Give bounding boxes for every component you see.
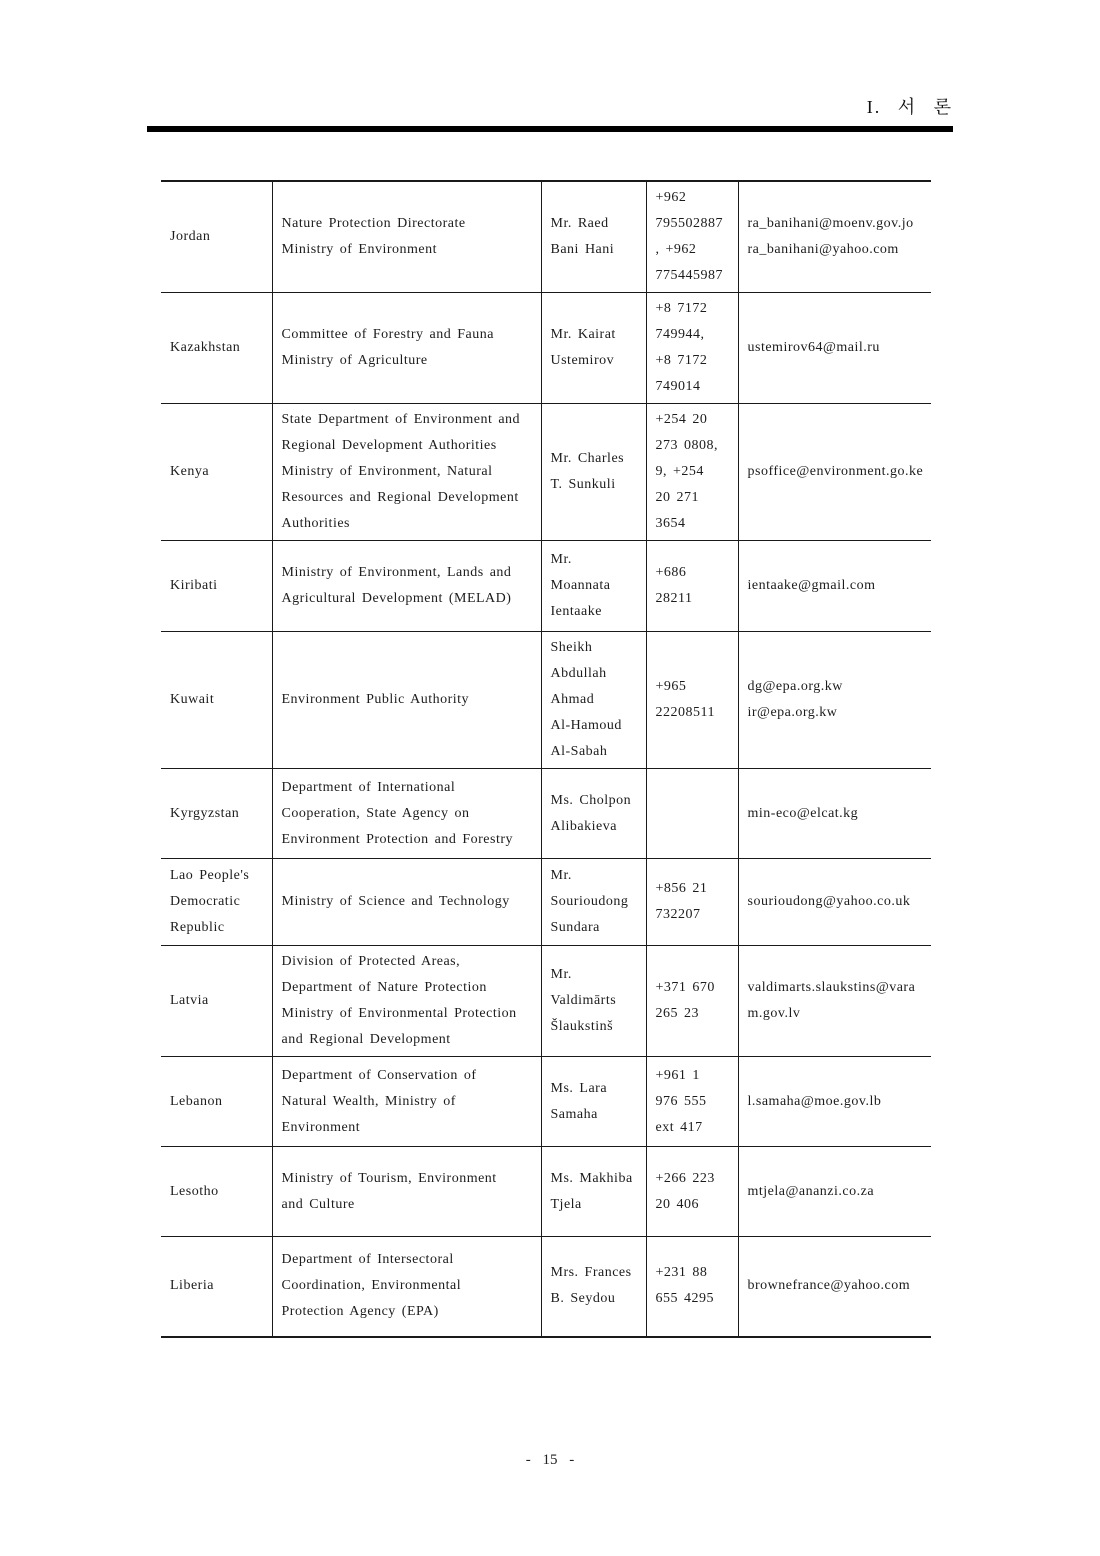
cell-contact — [541, 293, 646, 404]
cell-country — [161, 1237, 272, 1337]
cell-line: Republic — [170, 920, 225, 935]
cell-line: Ustemirov — [550, 353, 615, 368]
table-row — [161, 859, 931, 946]
cell-line: Al-Hamoud — [550, 718, 622, 733]
cell-line: +961 1 — [655, 1067, 700, 1083]
table-row — [161, 769, 931, 859]
cell-line: 775445987 — [655, 268, 723, 283]
cell-line: 9, +254 — [655, 464, 704, 479]
cell-country — [161, 293, 272, 404]
cell-line: Ministry of Tourism, Environment — [281, 1170, 497, 1186]
cell-line: +254 20 — [655, 412, 708, 427]
page-number: - 15 - — [525, 1452, 575, 1468]
cell-line: Ms. Cholpon — [550, 792, 632, 808]
cell-line: l.samaha@moe.gov.lb — [747, 1093, 882, 1109]
cell-line: +962 — [655, 190, 687, 205]
cell-line: Moannata — [550, 578, 611, 593]
cell-contact — [541, 769, 646, 859]
cell-contact — [541, 1147, 646, 1237]
cell-line: Environment — [281, 1119, 361, 1135]
cell-line: Cooperation, State Agency on — [281, 805, 470, 821]
cell-line: Šlaukstinš — [550, 1019, 614, 1034]
cell-line: 655 4295 — [655, 1291, 714, 1307]
cell-line: Lesotho — [170, 1183, 219, 1199]
cell-line: and Culture — [281, 1196, 355, 1212]
cell-line: mtjela@ananzi.co.za — [747, 1183, 875, 1199]
cell-line: Liberia — [170, 1278, 214, 1294]
cell-line: Resources and Regional Development — [281, 490, 519, 505]
cell-line: ir@epa.org.kw — [747, 705, 838, 720]
cell-line: Kenya — [170, 464, 210, 479]
cell-line: Department of Conservation of — [281, 1067, 477, 1083]
cell-line: Mr. Kairat — [550, 327, 616, 342]
cell-organization — [272, 946, 541, 1057]
cell-phone — [646, 181, 738, 293]
table-row — [161, 946, 931, 1057]
cell-line: Kyrgyzstan — [170, 805, 240, 821]
table-row — [161, 1147, 931, 1237]
cell-line: +231 88 — [655, 1265, 708, 1281]
cell-contact — [541, 181, 646, 293]
cell-line: 749014 — [655, 379, 701, 394]
cell-line: Sundara — [550, 920, 600, 935]
cell-line: Environment Public Authority — [281, 692, 470, 707]
cell-line: Mr. — [550, 552, 572, 567]
cell-line: 732207 — [655, 907, 701, 922]
cell-phone — [646, 404, 738, 541]
cell-line: Ministry of Environment, Lands and — [281, 565, 512, 580]
cell-line: 20 406 — [655, 1196, 699, 1212]
cell-email — [738, 859, 931, 946]
cell-line: Latvia — [170, 993, 209, 1008]
cell-line: Ahmad — [550, 692, 595, 707]
cell-line: Kiribati — [170, 578, 218, 593]
cell-line: 22208511 — [655, 705, 715, 720]
cell-phone — [646, 541, 738, 632]
cell-line: brownefrance@yahoo.com — [747, 1278, 911, 1294]
cell-line: Ministry of Agriculture — [281, 353, 428, 368]
cell-line: Lao People's — [170, 868, 250, 883]
cell-line: Ms. Lara — [550, 1080, 608, 1096]
cell-organization — [272, 1147, 541, 1237]
cell-line: 20 271 — [655, 490, 699, 505]
cell-line: 976 555 — [655, 1093, 707, 1109]
table-row — [161, 1237, 931, 1337]
cell-line: Kazakhstan — [170, 340, 241, 355]
cell-line: +8 7172 — [655, 353, 708, 368]
cell-email — [738, 1057, 931, 1147]
cell-line: Mr. Charles — [550, 451, 625, 466]
content-area — [147, 0, 953, 1338]
cell-email — [738, 769, 931, 859]
cell-line: State Department of Environment and — [281, 412, 521, 427]
cell-organization — [272, 541, 541, 632]
cell-line: B. Seydou — [550, 1291, 616, 1307]
cell-line: Bani Hani — [550, 242, 615, 257]
cell-phone — [646, 1237, 738, 1337]
cell-line: Nature Protection Directorate — [281, 216, 466, 231]
cell-line: Valdimārts — [550, 993, 617, 1008]
cell-country — [161, 1057, 272, 1147]
cell-line: Natural Wealth, Ministry of — [281, 1093, 456, 1109]
cell-line: T. Sunkuli — [550, 477, 616, 492]
cell-line: 273 0808, — [655, 438, 718, 453]
cell-line: psoffice@environment.go.ke — [747, 464, 924, 479]
table-row — [161, 293, 931, 404]
cell-organization — [272, 632, 541, 769]
cell-email — [738, 404, 931, 541]
cell-line: sourioudong@yahoo.co.uk — [747, 894, 911, 909]
table-row — [161, 181, 931, 293]
cell-line: Alibakieva — [550, 818, 617, 834]
cell-line: Jordan — [170, 229, 211, 244]
cell-line: Mr. — [550, 868, 572, 883]
cell-phone — [646, 769, 738, 859]
cell-phone — [646, 859, 738, 946]
cell-line: dg@epa.org.kw — [747, 679, 843, 694]
cell-country — [161, 769, 272, 859]
cell-organization — [272, 181, 541, 293]
cell-contact — [541, 859, 646, 946]
cell-line: Abdullah — [550, 666, 607, 681]
cell-line: Committee of Forestry and Fauna — [281, 327, 494, 342]
cell-email — [738, 181, 931, 293]
cell-phone — [646, 946, 738, 1057]
cell-line: +965 — [655, 679, 687, 694]
cell-line: 265 23 — [655, 1006, 699, 1021]
cell-line: Department of International — [281, 779, 456, 795]
cell-line: Authorities — [281, 516, 350, 531]
cell-line: Ministry of Environment, Natural — [281, 464, 493, 479]
cell-phone — [646, 632, 738, 769]
cell-organization — [272, 1237, 541, 1337]
cell-phone — [646, 293, 738, 404]
cell-line: min-eco@elcat.kg — [747, 805, 859, 821]
contact-table-body — [161, 181, 931, 1337]
cell-country — [161, 946, 272, 1057]
cell-line: Protection Agency (EPA) — [281, 1304, 439, 1320]
cell-contact — [541, 1237, 646, 1337]
cell-line: Sheikh — [550, 640, 593, 655]
cell-line: +371 670 — [655, 980, 715, 995]
cell-email — [738, 293, 931, 404]
cell-line: Ministry of Environmental Protection — [281, 1006, 517, 1021]
table-row — [161, 541, 931, 632]
cell-line: Ientaake — [550, 604, 602, 619]
cell-country — [161, 404, 272, 541]
cell-line: 795502887 — [655, 216, 723, 231]
section-header: I. 서 론 — [866, 97, 953, 117]
cell-organization — [272, 769, 541, 859]
cell-line: Environment Protection and Forestry — [281, 831, 514, 847]
cell-email — [738, 1147, 931, 1237]
cell-line: Regional Development Authorities — [281, 438, 497, 453]
table-row — [161, 404, 931, 541]
cell-email — [738, 632, 931, 769]
cell-line: Al-Sabah — [550, 744, 608, 759]
cell-line: Mr. — [550, 967, 572, 982]
cell-line: Department of Intersectoral — [281, 1252, 454, 1268]
cell-line: ra_banihani@moenv.gov.jo — [747, 216, 914, 231]
cell-line: 28211 — [655, 591, 693, 606]
cell-line: Sourioudong — [550, 894, 629, 909]
cell-organization — [272, 293, 541, 404]
cell-country — [161, 541, 272, 632]
cell-organization — [272, 1057, 541, 1147]
cell-line: Division of Protected Areas, — [281, 954, 461, 969]
cell-country — [161, 181, 272, 293]
cell-line: Agricultural Development (MELAD) — [281, 591, 512, 606]
table-row — [161, 632, 931, 769]
cell-contact — [541, 1057, 646, 1147]
cell-line: ra_banihani@yahoo.com — [747, 242, 899, 257]
cell-phone — [646, 1057, 738, 1147]
cell-country — [161, 1147, 272, 1237]
cell-line: Department of Nature Protection — [281, 980, 487, 995]
cell-line: , +962 — [655, 242, 697, 257]
cell-line: +686 — [655, 565, 687, 580]
cell-line: Mrs. Frances — [550, 1265, 632, 1281]
cell-line: Ministry of Science and Technology — [281, 894, 510, 909]
cell-country — [161, 859, 272, 946]
cell-line: ustemirov64@mail.ru — [747, 340, 880, 355]
cell-line: +8 7172 — [655, 301, 708, 316]
cell-phone — [646, 1147, 738, 1237]
cell-line: ext 417 — [655, 1119, 703, 1135]
cell-email — [738, 1237, 931, 1337]
cell-line: valdimarts.slaukstins@vara — [747, 980, 916, 995]
cell-country — [161, 632, 272, 769]
cell-line: m.gov.lv — [747, 1006, 801, 1021]
cell-contact — [541, 404, 646, 541]
cell-organization — [272, 859, 541, 946]
header-rule — [147, 126, 953, 132]
cell-line: Lebanon — [170, 1093, 223, 1109]
cell-line: +266 223 — [655, 1170, 715, 1186]
cell-line: +856 21 — [655, 881, 708, 896]
cell-line: Samaha — [550, 1106, 598, 1122]
cell-contact — [541, 541, 646, 632]
cell-line: and Regional Development — [281, 1032, 451, 1047]
cell-line: Ms. Makhiba — [550, 1170, 633, 1186]
cell-line: 749944, — [655, 327, 705, 342]
cell-email — [738, 946, 931, 1057]
cell-line: Tjela — [550, 1196, 582, 1212]
cell-contact — [541, 946, 646, 1057]
cell-email — [738, 541, 931, 632]
cell-line: Mr. Raed — [550, 216, 609, 231]
cell-line: Democratic — [170, 894, 241, 909]
cell-contact — [541, 632, 646, 769]
cell-line: Ministry of Environment — [281, 242, 437, 257]
cell-line: 3654 — [655, 516, 686, 531]
contacts-table — [161, 180, 931, 1338]
cell-organization — [272, 404, 541, 541]
cell-line: Kuwait — [170, 692, 215, 707]
table-row — [161, 1057, 931, 1147]
cell-line: ientaake@gmail.com — [747, 578, 876, 593]
cell-line: Coordination, Environmental — [281, 1278, 462, 1294]
